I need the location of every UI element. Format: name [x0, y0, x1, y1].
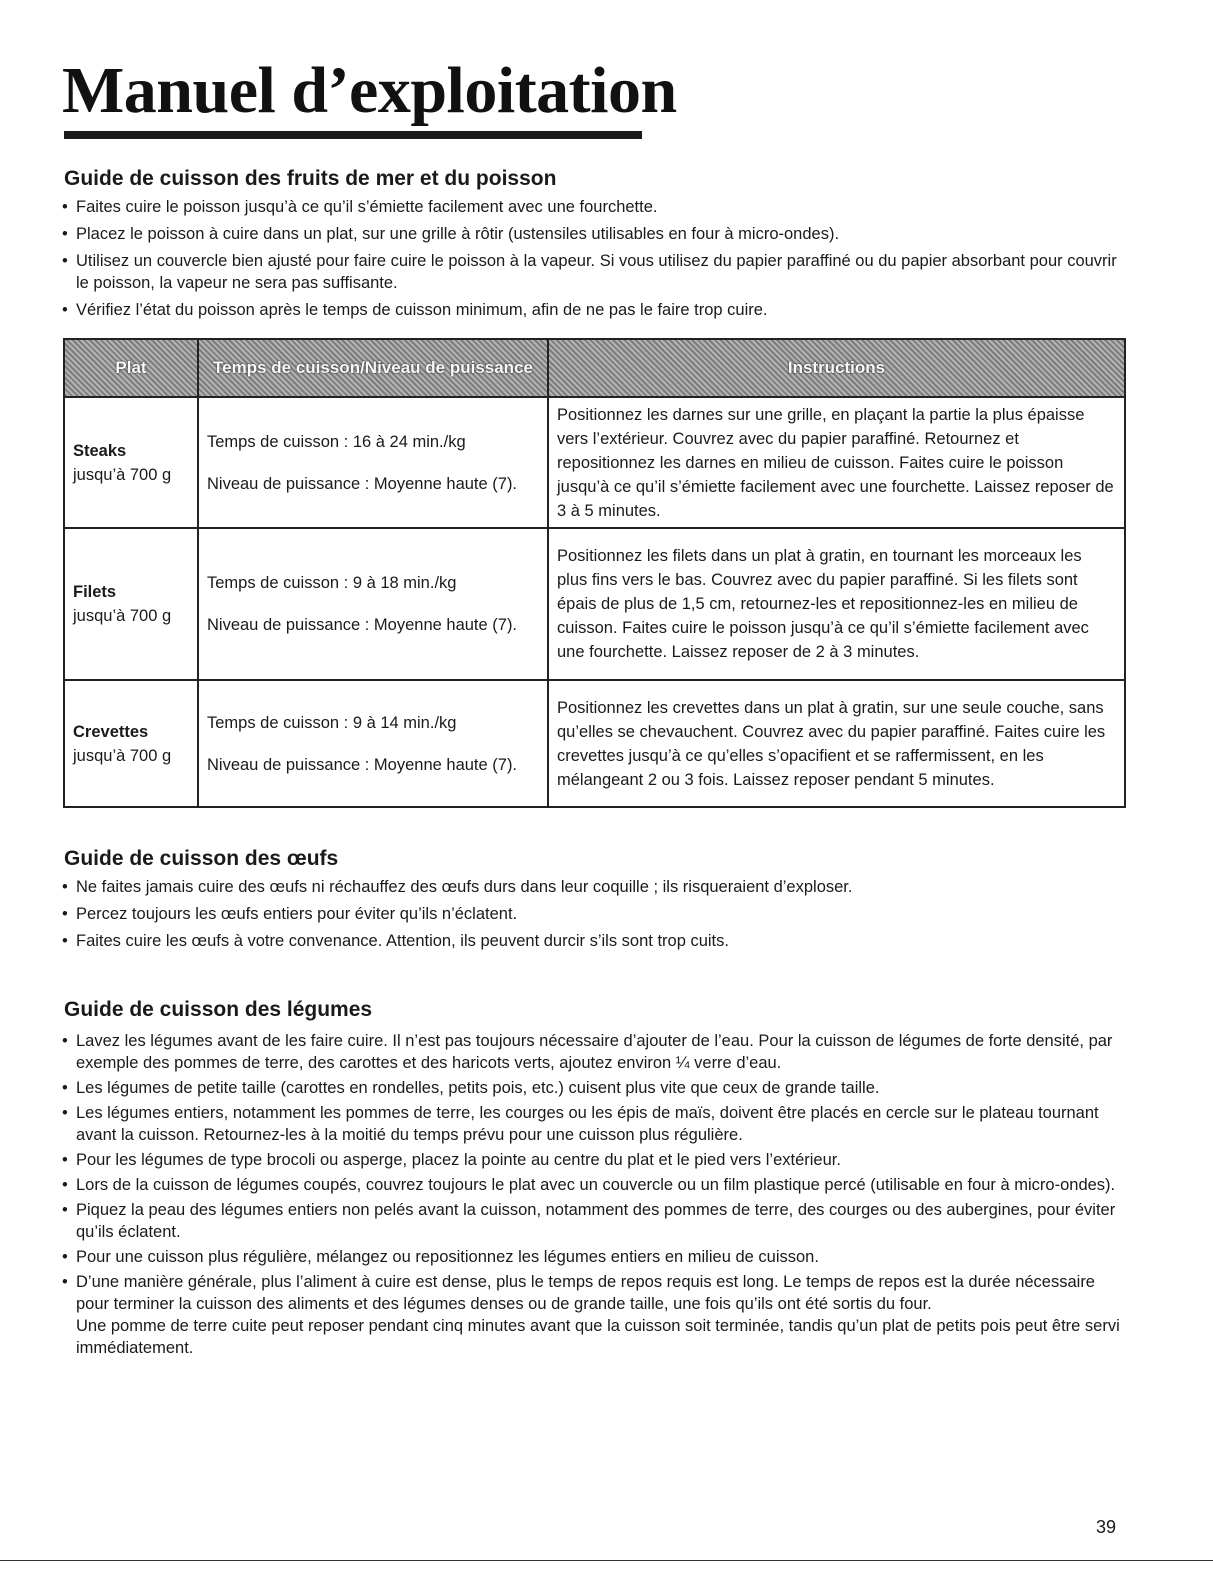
list-item: • Percez toujours les œufs entiers pour éviter qu’ils n’éclatent.	[62, 903, 1132, 925]
table-row	[64, 528, 1125, 680]
list-item: • D’une manière générale, plus l’aliment à cuire est dense, plus le temps de repos requis est long. Le temps de repos est la durée nécessaire pour terminer la cuisson des aliments et des légumes denses ou de grande taille, une fois qu’ils ont été sortis du four.	[62, 1271, 1132, 1315]
column-header-temps: Temps de cuisson/Niveau de puissance	[198, 339, 548, 397]
list-item: • Ne faites jamais cuire des œufs ni réchauffez des œufs durs dans leur coquille ; ils risqueraient d’exploser.	[62, 876, 1132, 898]
list-item: • Placez le poisson à cuire dans un plat, sur une grille à rôtir (ustensiles utilisables en four à micro-ondes).	[62, 223, 1132, 245]
fish-bullet-list	[62, 196, 1132, 326]
power-level: Niveau de puissance : Moyenne haute (7).	[207, 474, 518, 493]
list-item: • Pour une cuisson plus régulière, mélangez ou repositionnez les légumes entiers en milieu de cuisson.	[62, 1246, 1132, 1268]
instructions-cell: Positionnez les filets dans un plat à gratin, en tournant les morceaux les plus fins vers le bas. Couvrez avec du papier paraffiné. Si les filets sont épais de plus de 1,5 cm, retournez-les et repositionnez-les en milieu de cuisson. Faites cuire le poisson jusqu’à ce qu’il s’émiette facilement avec une fourchette. Laissez reposer de 2 à 3 minutes.	[548, 528, 1125, 680]
table-row	[64, 680, 1125, 807]
power-level: Niveau de puissance : Moyenne haute (7).	[207, 616, 518, 634]
time-power-cell	[198, 397, 548, 528]
title-underline	[64, 131, 642, 139]
dish-cell	[64, 397, 198, 528]
dish-quantity: jusqu’à 700 g	[73, 746, 172, 765]
cooking-time: Temps de cuisson : 9 à 14 min./kg	[207, 713, 457, 732]
time-power-cell	[198, 680, 548, 807]
list-item: • Lors de la cuisson de légumes coupés, couvrez toujours le plat avec un couvercle ou un film plastique percé (utilisable en four à micro-ondes).	[62, 1174, 1132, 1196]
bottom-divider	[0, 1560, 1213, 1561]
dish-name: Crevettes	[73, 722, 149, 741]
column-header-plat: Plat	[64, 339, 198, 397]
list-item: • Les légumes entiers, notamment les pommes de terre, les courges ou les épis de maïs, doivent être placés en cercle sur le plateau tournant avant la cuisson. Retournez-les à la moitié du temps prévu pour une cuisson plus régulière.	[62, 1102, 1132, 1146]
dish-quantity: jusqu’à 700 g	[73, 607, 172, 625]
instructions-cell: Positionnez les darnes sur une grille, en plaçant la partie la plus épaisse vers l’extérieur. Couvrez avec du papier paraffiné. Retournez et repositionnez les darnes en milieu de cuisson. Faites cuire le poisson jusqu’à ce qu’il s’émiette facilement avec une fourchette. Laissez reposer de 3 à 5 minutes.	[548, 397, 1125, 528]
list-item: • Faites cuire le poisson jusqu’à ce qu’il s’émiette facilement avec une fourchette.	[62, 196, 1132, 218]
eggs-bullet-list	[62, 876, 1132, 957]
column-header-instructions: Instructions	[548, 339, 1125, 397]
cooking-time: Temps de cuisson : 9 à 18 min./kg	[207, 574, 457, 592]
time-power-cell	[198, 528, 548, 680]
table-row	[64, 397, 1125, 528]
list-item: • Lavez les légumes avant de les faire cuire. Il n’est pas toujours nécessaire d’ajouter de l’eau. Pour la cuisson de légumes de forte densité, par exemple des pommes de terre, des carottes et des haricots verts, ajoutez environ ¼ verre d’eau.	[62, 1030, 1132, 1074]
list-item: • Pour les légumes de type brocoli ou asperge, placez la pointe au centre du plat et le pied vers l’extérieur.	[62, 1149, 1132, 1171]
fish-section-heading: Guide de cuisson des fruits de mer et du poisson	[64, 167, 557, 190]
page-title: Manuel d’exploitation	[62, 54, 677, 127]
eggs-section-heading: Guide de cuisson des œufs	[64, 847, 339, 870]
power-level: Niveau de puissance : Moyenne haute (7).	[207, 755, 518, 774]
vegetables-section-heading: Guide de cuisson des légumes	[64, 998, 373, 1021]
list-item-note: Une pomme de terre cuite peut reposer pendant cinq minutes avant que la cuisson soit terminée, tandis qu’un plat de petits pois peut être servi immédiatement.	[76, 1317, 1120, 1357]
page-number: 39	[1096, 1517, 1117, 1537]
table-header-row	[64, 339, 1125, 397]
dish-quantity: jusqu’à 700 g	[73, 465, 172, 484]
list-item: • Piquez la peau des légumes entiers non pelés avant la cuisson, notamment des pommes de terre, des courges ou des aubergines, pour éviter qu’ils éclatent.	[62, 1199, 1132, 1243]
list-item: • Les légumes de petite taille (carottes en rondelles, petits pois, etc.) cuisent plus vite que ceux de grande taille.	[62, 1077, 1132, 1099]
cooking-time: Temps de cuisson : 16 à 24 min./kg	[207, 432, 466, 451]
list-item: • Vérifiez l’état du poisson après le temps de cuisson minimum, afin de ne pas le faire trop cuire.	[62, 299, 1132, 321]
dish-name: Steaks	[73, 441, 127, 460]
dish-name: Filets	[73, 583, 117, 601]
vegetables-bullet-list	[62, 1030, 1132, 1362]
list-item: • Faites cuire les œufs à votre convenance. Attention, ils peuvent durcir s’ils sont trop cuits.	[62, 930, 1132, 952]
fish-cooking-table	[63, 338, 1126, 808]
list-item: • Utilisez un couvercle bien ajusté pour faire cuire le poisson à la vapeur. Si vous utilisez du papier paraffiné ou du papier absorbant pour couvrir le poisson, la vapeur ne sera pas suffisante.	[62, 250, 1132, 294]
dish-cell	[64, 528, 198, 680]
instructions-cell: Positionnez les crevettes dans un plat à gratin, sur une seule couche, sans qu’elles se chevauchent. Couvrez avec du papier paraffiné. Faites cuire les crevettes jusqu’à ce qu’elles s’opacifient et se raffermissent, en les mélangeant 2 ou 3 fois. Laissez reposer pendant 5 minutes.	[548, 680, 1125, 807]
dish-cell	[64, 680, 198, 807]
